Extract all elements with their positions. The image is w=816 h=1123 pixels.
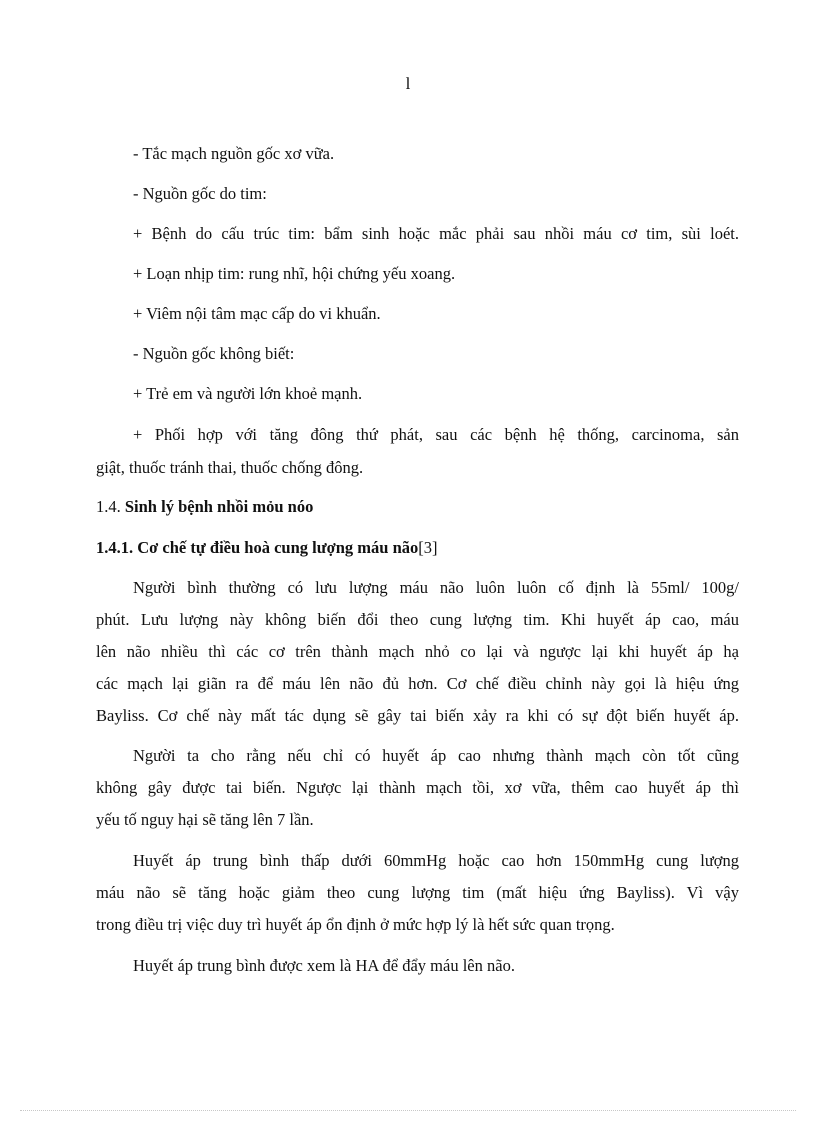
paragraph-line: Bayliss. Cơ chế này mất tác dụng sẽ gây tai biến xảy ra khi có sự đột biến huyết áp. [96, 706, 739, 725]
paragraph-line: phút. Lưu lượng này không biến đổi theo cung lượng tim. Khi huyết áp cao, máu [96, 610, 739, 629]
paragraph-line: các mạch lại giãn ra để máu lên não đủ hơn. Cơ chế điều chỉnh này gọi là hiệu ứng [96, 674, 739, 693]
text-line: + Trẻ em và người lớn khoẻ mạnh. [133, 384, 363, 403]
paragraph-line: Người bình thường có lưu lượng máu não luôn luôn cố định là 55ml/ 100g/ [133, 578, 739, 597]
section-number: 1.4. [96, 497, 121, 516]
section-title: Sinh lý bệnh nhồi mỏu nóo [124, 497, 314, 516]
paragraph-line: máu não sẽ tăng hoặc giảm theo cung lượng tim (mất hiệu ứng Bayliss). Vì vậy [96, 883, 739, 902]
text-line: + Bệnh do cấu trúc tim: bẩm sinh hoặc mắc phải sau nhồi máu cơ tim, sùi loét. [133, 224, 739, 243]
paragraph-line: Huyết áp trung bình thấp dưới 60mmHg hoặc cao hơn 150mmHg cung lượng [133, 851, 739, 870]
subsection-title: 1.4.1. Cơ chế tự điều hoà cung lượng máu não [96, 538, 419, 557]
page-number: l [405, 74, 411, 93]
paragraph-line: yếu tố nguy hại sẽ tăng lên 7 lần. [96, 810, 314, 829]
paragraph-line: trong điều trị việc duy trì huyết áp ổn định ở mức hợp lý là hết sức quan trọng. [96, 915, 615, 934]
subsection-heading [96, 538, 438, 558]
paragraph-line: Người ta cho rằng nếu chỉ có huyết áp cao nhưng thành mạch còn tốt cũng [133, 746, 739, 765]
text-line: - Tắc mạch nguồn gốc xơ vữa. [133, 144, 335, 163]
paragraph-line: Huyết áp trung bình được xem là HA để đẩy máu lên não. [133, 956, 515, 975]
footer-divider [20, 1110, 796, 1111]
text-line: + Viêm nội tâm mạc cấp do vi khuẩn. [133, 304, 381, 323]
paragraph-line: lên não nhiều thì các cơ trên thành mạch nhỏ co lại và ngược lại khi huyết áp hạ [96, 642, 739, 661]
citation: [3] [418, 538, 438, 557]
text-line: - Nguồn gốc không biết: [133, 344, 295, 363]
text-line: - Nguồn gốc do tim: [133, 184, 267, 203]
text-line: + Loạn nhịp tim: rung nhĩ, hội chứng yếu xoang. [133, 264, 456, 283]
paragraph-line: không gây được tai biến. Ngược lại thành mạch tồi, xơ vữa, thêm cao huyết áp thì [96, 778, 739, 797]
text-line: giật, thuốc tránh thai, thuốc chống đông. [96, 458, 364, 477]
section-heading [96, 497, 313, 517]
text-line: + Phối hợp với tăng đông thứ phát, sau các bệnh hệ thống, carcinoma, sản [133, 425, 739, 444]
